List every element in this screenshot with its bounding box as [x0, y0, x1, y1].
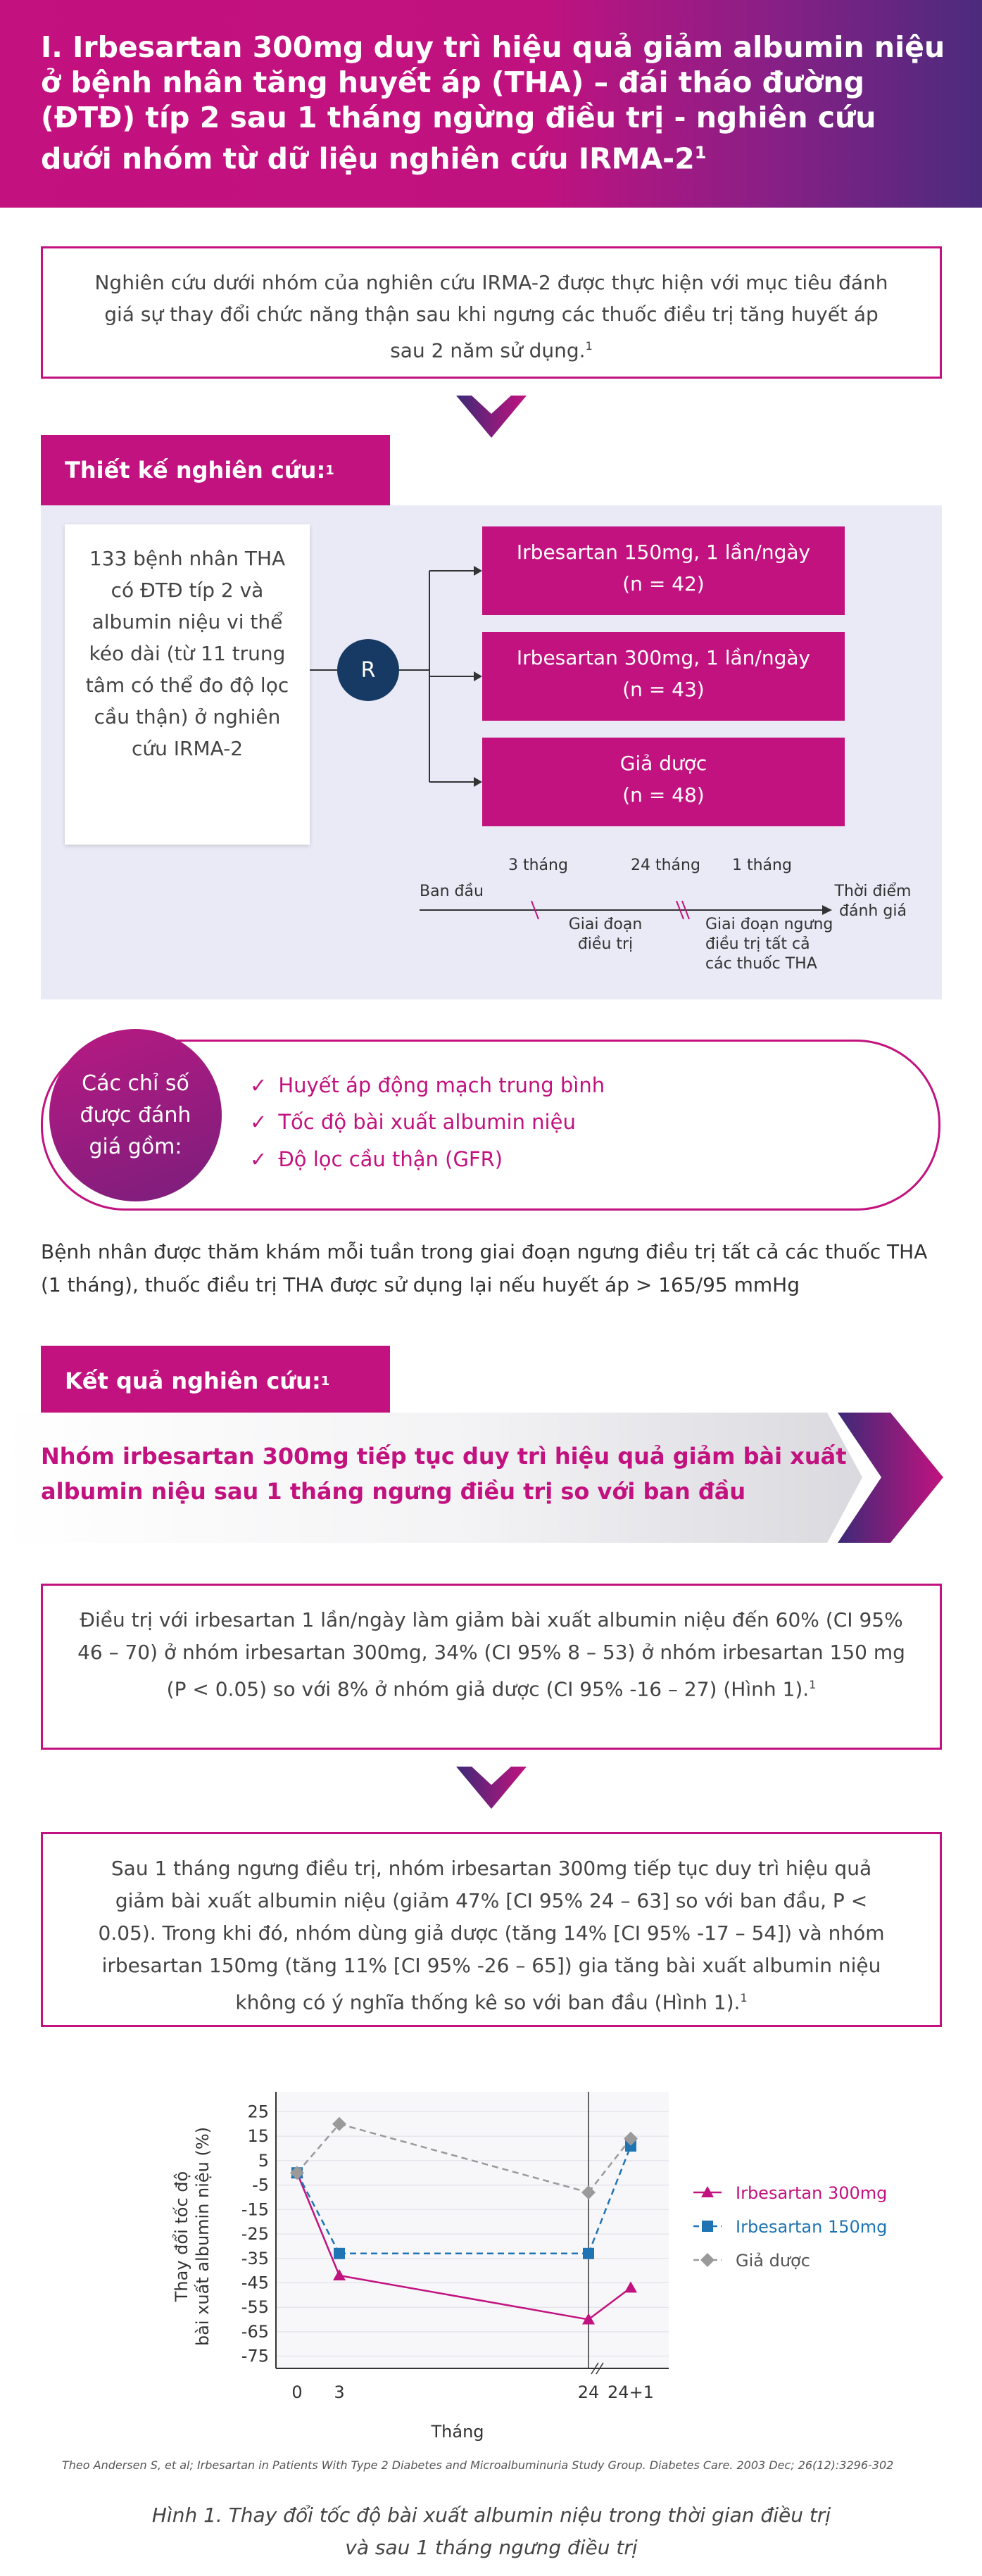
y-tick-label: -5 [252, 2175, 269, 2195]
data-point [702, 2221, 713, 2232]
y-tick-label: -65 [241, 2321, 269, 2342]
data-point [700, 2253, 715, 2267]
evaluation-item: ✓ Huyết áp động mạch trung bình [250, 1073, 605, 1097]
y-tick-label: -35 [241, 2248, 269, 2268]
x-tick-label: 24 [577, 2382, 600, 2402]
figure-caption: Hình 1. Thay đổi tốc độ bài xuất albumin niệu trong thời gian điều trị và sau 1 tháng ngưng điều trị [151, 2504, 831, 2559]
timeline-withdrawal-phase: Giai đoạn ngưng điều trị tất cả các thuốc THA [705, 916, 833, 973]
randomization-node: R [337, 639, 399, 701]
timeline-3-months: 3 tháng [508, 857, 568, 874]
check-icon: ✓ [250, 1147, 267, 1171]
results-headline: Nhóm irbesartan 300mg tiếp tục duy trì hiệu quả giảm bài xuất albumin niệu sau 1 tháng ngưng điều trị so với ban đầu [41, 1443, 847, 1505]
chevron-down-icon [456, 1767, 527, 1809]
y-tick-label: -15 [241, 2199, 269, 2220]
design-connectors [0, 0, 982, 999]
y-tick-label: 25 [247, 2102, 269, 2122]
x-tick-label: 0 [291, 2382, 303, 2402]
y-tick-label: 15 [247, 2126, 269, 2147]
plot-area [276, 2092, 669, 2368]
legend-label: Irbesartan 150mg [736, 2217, 888, 2237]
timeline-1-month: 1 tháng [732, 857, 792, 874]
arm-placebo: Giả dược (n = 48) [482, 738, 845, 826]
arm-irbesartan-150: Irbesartan 150mg, 1 lần/ngày (n = 42) [482, 526, 845, 615]
check-icon: ✓ [250, 1073, 267, 1097]
results-paragraph-2: Sau 1 tháng ngưng điều trị, nhóm irbesartan 300mg tiếp tục duy trì hiệu quả giảm bài xuất albumin niệu (giảm 47% [CI 95% 24 – 63] so với ban đầu, P < 0.05). Trong khi đó, nhóm dùng giả dược (tăng 14% [CI 95% -17 – 54]) và nhóm irbesartan 150mg (tăng 11% [CI 95% -26 – 65]) gia tăng bài xuất albumin niệu không có ý nghĩa thống kê so với ban đầu (Hình 1).$^1$ [41, 1832, 942, 2027]
y-tick-label: -75 [241, 2346, 269, 2366]
evaluation-item: ✓ Tốc độ bài xuất albumin niệu [250, 1110, 576, 1134]
x-axis-title: Tháng [431, 2422, 484, 2442]
albumin-change-chart [0, 2069, 982, 2463]
y-tick-label: 5 [258, 2150, 269, 2171]
check-icon: ✓ [250, 1110, 267, 1134]
timeline-treatment-phase: Giai đoạn điều trị [568, 916, 643, 953]
timeline-evaluation-point: Thời điểm đánh giá [834, 883, 912, 920]
arm-irbesartan-300: Irbesartan 300mg, 1 lần/ngày (n = 43) [482, 632, 845, 721]
population-box: 133 bệnh nhân THA có ĐTĐ típ 2 và albumin niệu vi thể kéo dài (từ 11 trung tâm có thể đo độ lọc cầu thận) ở nghiên cứu IRMA-2 [65, 524, 310, 845]
evaluation-item: ✓ Độ lọc cầu thận (GFR) [250, 1147, 503, 1171]
citation: Theo Andersen S, et al; Irbesartan in Patients With Type 2 Diabetes and Microalbuminuria Study Group. Diabetes Care. 2003 Dec; 26(12):3296-302 [62, 2458, 894, 2472]
page-title: I. Irbesartan 300mg duy trì hiệu quả giảm albumin niệu ở bệnh nhân tăng huyết áp (THA) – đái tháo đường (ĐTĐ) típ 2 sau 1 tháng ngừng điều trị - nghiên cứu dưới nhóm từ dữ liệu nghiên cứu IRMA-$2^1$ [41, 30, 945, 176]
results-section-label: Kết quả nghiên cứu: 1 [41, 1346, 390, 1416]
visit-description: Bệnh nhân được thăm khám mỗi tuần trong giai đoạn ngưng điều trị tất cả các thuốc THA (1 tháng), thuốc điều trị THA được sử dụng lại nếu huyết áp > 165/95 mmHg [41, 1240, 928, 1296]
y-tick-label: -55 [241, 2297, 269, 2318]
timeline-baseline: Ban đầu [420, 883, 484, 900]
results-paragraph-1: Điều trị với irbesartan 1 lần/ngày làm giảm bài xuất albumin niệu đến 60% (CI 95% 46 – 70) ở nhóm irbesartan 300mg, 34% (CI 95% 8 – 53) ở nhóm irbesartan 150 mg (P < 0.05) so với 8% ở nhóm giả dược (CI 95% -16 – 27) (Hình 1).$^1$ [41, 1584, 942, 1750]
y-tick-label: -25 [241, 2224, 269, 2244]
y-axis-title: bài xuất albumin niệu (%) [193, 2126, 213, 2347]
legend-label: Irbesartan 300mg [736, 2183, 888, 2203]
legend-label: Giả dược [736, 2251, 810, 2271]
y-tick-label: -45 [241, 2273, 269, 2293]
timeline-24-months: 24 tháng [631, 857, 700, 874]
data-point [334, 2248, 345, 2259]
x-tick-label: 24+1 [608, 2382, 654, 2402]
x-tick-label: 3 [334, 2382, 345, 2402]
design-section-label: Thiết kế nghiên cứu: 1 [41, 435, 390, 505]
intro-box: Nghiên cứu dưới nhóm của nghiên cứu IRMA-2 được thực hiện với mục tiêu đánh giá sự thay đổi chức năng thận sau khi ngưng các thuốc điều trị tăng huyết áp sau 2 năm sử dụng.$^1$ [41, 246, 942, 379]
y-axis-title: Thay đổi tốc độ [172, 2171, 191, 2302]
data-point [583, 2248, 594, 2259]
evaluation-title-circle: Các chỉ số được đánh giá gồm: [49, 1029, 222, 1201]
